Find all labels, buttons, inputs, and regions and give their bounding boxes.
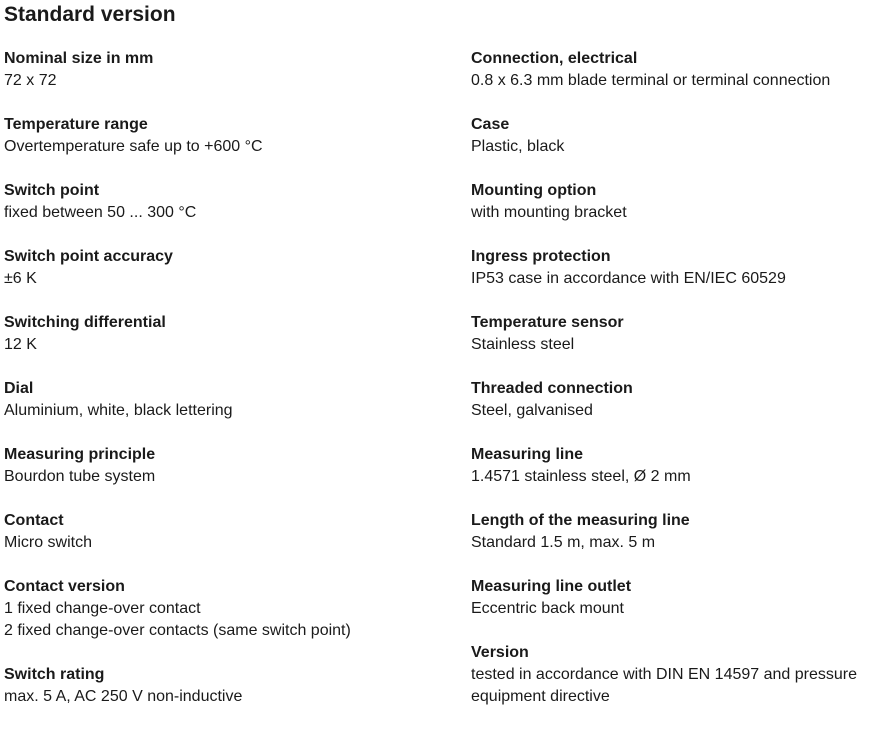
spec-label: Mounting option	[471, 182, 597, 199]
spec-value: Bourdon tube system	[4, 468, 156, 485]
spec-value: Steel, galvanised	[471, 402, 593, 419]
spec-value: equipment directive	[471, 688, 610, 705]
spec-label: Dial	[4, 380, 34, 397]
spec-label: Temperature sensor	[471, 314, 624, 331]
spec-label: Measuring principle	[4, 446, 156, 463]
spec-temperature-sensor	[471, 312, 866, 356]
spec-case	[471, 114, 866, 158]
spec-value: 2 fixed change-over contacts (same switch point)	[4, 622, 351, 639]
spec-label: Length of the measuring line	[471, 512, 690, 529]
spec-value: tested in accordance with DIN EN 14597 and pressure	[471, 666, 857, 683]
spec-label: Temperature range	[4, 116, 148, 133]
spec-mounting-option	[471, 180, 866, 224]
spec-label: Switching differential	[4, 314, 166, 331]
spec-length-of-the-measuring-line	[471, 510, 866, 554]
spec-dial	[4, 378, 454, 422]
spec-value: 72 x 72	[4, 72, 57, 89]
spec-value: Plastic, black	[471, 138, 565, 155]
spec-value: Eccentric back mount	[471, 600, 624, 617]
page-title: Standard version	[4, 3, 176, 26]
spec-value: fixed between 50 ... 300 °C	[4, 204, 197, 221]
spec-value: Overtemperature safe up to +600 °C	[4, 138, 263, 155]
spec-label: Measuring line outlet	[471, 578, 632, 595]
spec-value: max. 5 A, AC 250 V non-inductive	[4, 688, 243, 705]
spec-ingress-protection	[471, 246, 866, 290]
spec-switch-rating	[4, 664, 454, 708]
spec-switch-point-accuracy	[4, 246, 454, 290]
spec-label: Case	[471, 116, 510, 133]
spec-label: Contact version	[4, 578, 125, 595]
spec-switch-point	[4, 180, 454, 224]
spec-nominal-size-in-mm	[4, 48, 454, 92]
spec-label: Version	[471, 644, 529, 661]
spec-value: IP53 case in accordance with EN/IEC 60529	[471, 270, 786, 287]
spec-switching-differential	[4, 312, 454, 356]
spec-column-left	[4, 48, 454, 730]
spec-value: with mounting bracket	[471, 204, 627, 221]
spec-label: Nominal size in mm	[4, 50, 154, 67]
spec-value: 1 fixed change-over contact	[4, 600, 201, 617]
spec-temperature-range	[4, 114, 454, 158]
spec-measuring-line-outlet	[471, 576, 866, 620]
spec-label: Connection, electrical	[471, 50, 638, 67]
spec-column-right	[471, 48, 866, 730]
spec-connection-electrical	[471, 48, 866, 92]
spec-value: Stainless steel	[471, 336, 575, 353]
spec-label: Ingress protection	[471, 248, 611, 265]
spec-contact	[4, 510, 454, 554]
spec-value: Aluminium, white, black lettering	[4, 402, 233, 419]
spec-label: Switch point	[4, 182, 100, 199]
spec-label: Measuring line	[471, 446, 584, 463]
spec-threaded-connection	[471, 378, 866, 422]
spec-value: 12 K	[4, 336, 37, 353]
spec-measuring-principle	[4, 444, 454, 488]
spec-value: Micro switch	[4, 534, 93, 551]
spec-value: 0.8 x 6.3 mm blade terminal or terminal connection	[471, 72, 831, 89]
spec-contact-version	[4, 576, 454, 642]
spec-value: ±6 K	[4, 270, 37, 287]
spec-label: Contact	[4, 512, 64, 529]
spec-measuring-line	[471, 444, 866, 488]
spec-version	[471, 642, 866, 708]
spec-label: Switch rating	[4, 666, 105, 683]
spec-label: Switch point accuracy	[4, 248, 173, 265]
spec-value: Standard 1.5 m, max. 5 m	[471, 534, 656, 551]
spec-value: 1.4571 stainless steel, Ø 2 mm	[471, 468, 691, 485]
spec-label: Threaded connection	[471, 380, 633, 397]
